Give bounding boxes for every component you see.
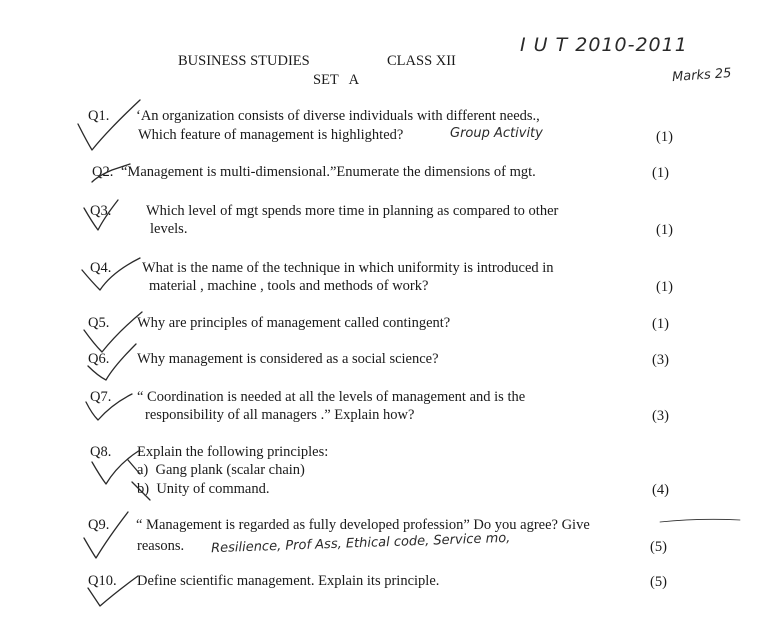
question-marks: (1): [656, 129, 673, 145]
question-number: Q5.: [88, 315, 110, 331]
question-text: levels.: [150, 221, 188, 237]
question-text: b) Unity of command.: [137, 481, 270, 497]
question-number: Q2.: [92, 164, 114, 180]
handwritten-marks-label: Marks 25: [671, 65, 732, 86]
set-heading: SET A: [313, 72, 360, 88]
class-heading: CLASS XII: [387, 53, 456, 69]
question-marks: (5): [650, 539, 667, 555]
question-number: Q4.: [90, 260, 112, 276]
question-text: What is the name of the technique in which uniformity is introduced in: [142, 260, 554, 276]
question-text: material , machine , tools and methods of work?: [149, 278, 429, 294]
question-text: Why management is considered as a social science?: [137, 351, 439, 367]
question-number: Q9.: [88, 517, 110, 533]
question-marks: (3): [652, 352, 669, 368]
question-text: a) Gang plank (scalar chain): [137, 462, 305, 478]
question-number: Q3.: [90, 203, 112, 219]
question-marks: (3): [652, 408, 669, 424]
handwritten-answer: Group Activity: [450, 126, 543, 141]
question-text: ‘An organization consists of diverse individuals with different needs.,: [136, 108, 540, 124]
question-text: “ Management is regarded as fully developed profession” Do you agree? Give: [136, 517, 590, 533]
question-marks: (1): [652, 316, 669, 332]
question-text: “ Coordination is needed at all the levels of management and is the: [137, 389, 526, 405]
question-marks: (1): [656, 222, 673, 238]
question-text: Why are principles of management called contingent?: [137, 315, 451, 331]
question-marks: (4): [652, 482, 669, 498]
question-number: Q7.: [90, 389, 112, 405]
question-text: Which feature of management is highlighted?: [138, 127, 404, 143]
question-text: reasons.: [137, 538, 185, 554]
question-number: Q8.: [90, 444, 112, 460]
subject-heading: BUSINESS STUDIES: [178, 53, 310, 69]
question-number: Q1.: [88, 108, 110, 124]
question-marks: (1): [656, 279, 673, 295]
question-text: Define scientific management. Explain its principle.: [137, 573, 440, 589]
question-marks: (1): [652, 165, 669, 181]
question-number: Q6.: [88, 351, 110, 367]
question-text: Which level of mgt spends more time in planning as compared to other: [146, 203, 559, 219]
question-number: Q10.: [88, 573, 117, 589]
question-marks: (5): [650, 574, 667, 590]
stray-mark: [660, 519, 740, 522]
question-text: responsibility of all managers .” Explain how?: [145, 407, 415, 423]
handwritten-test-label: I U T 2010-2011: [520, 34, 688, 56]
question-text: “Management is multi-dimensional.”Enumerate the dimensions of mgt.: [121, 164, 536, 180]
handwritten-answer: Resilience, Prof Ass, Ethical code, Service mo,: [210, 530, 511, 557]
question-text: Explain the following principles:: [137, 444, 329, 460]
